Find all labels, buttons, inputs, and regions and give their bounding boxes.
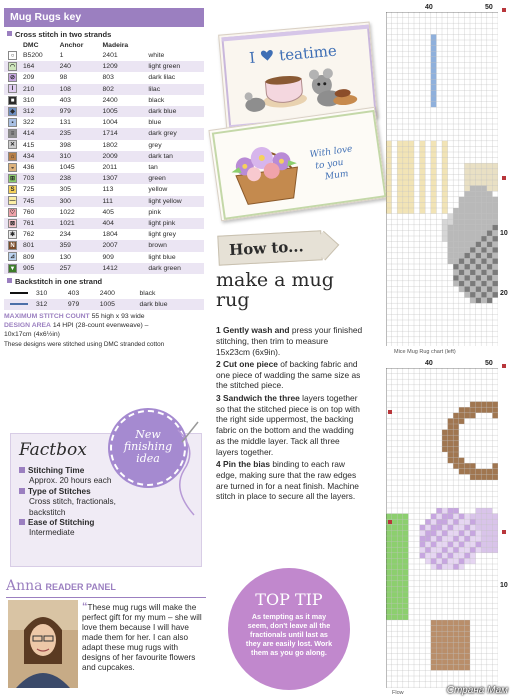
key-row (4, 173, 204, 184)
key-cell-madeira: 2007 (101, 240, 147, 251)
key-cell-dmc: 703 (21, 173, 58, 184)
watermark: Страна Мам (446, 685, 508, 696)
key-cell-anchor: 1 (59, 52, 64, 59)
key-cell-name: green (146, 173, 204, 184)
key-cell-dmc: 801 (21, 240, 58, 251)
reader-quote-text: These mug rugs will make the perfect gift for my mum – she will love them because I will have made them for her. I can also adapt these mug rugs with designs of her favourite flowers and cupcakes. (82, 603, 202, 672)
key-cell-madeira: 111 (101, 196, 147, 207)
key-cell-anchor: 1045 (59, 164, 75, 172)
key-panel (4, 8, 204, 348)
key-title: Mug Rugs key (4, 8, 204, 27)
key-cell-name: yellow (148, 186, 168, 194)
key-col-anchor: Anchor (59, 42, 84, 49)
key-cell-name: white (148, 52, 165, 59)
key-cell-anchor: 305 (59, 186, 71, 194)
thread-symbol-icon: ♡ (9, 209, 16, 216)
thread-symbol-icon: ◆ (8, 107, 17, 116)
key-table (4, 41, 204, 274)
designs-note: These designs were stitched using DMC stranded cotton (4, 341, 165, 349)
howto-steps (216, 325, 364, 504)
chart-center-marker (502, 530, 506, 534)
key-row (4, 252, 204, 263)
key-cell-name: light green (146, 61, 204, 72)
chart-center-marker (502, 176, 506, 180)
fact-value: Intermediate (29, 528, 75, 538)
key-row (4, 140, 204, 151)
pattern-grid-mice (386, 12, 498, 346)
fact-value: Cross stitch, fractionals, backstitch (29, 497, 116, 517)
key-row (4, 184, 204, 195)
key-cell-dmc: 809 (23, 253, 35, 261)
howto-step (216, 325, 364, 357)
thread-symbol-icon: ✱ (9, 231, 16, 238)
key-symbol (4, 218, 21, 229)
key-cell-anchor: 238 (58, 173, 101, 184)
key-symbol (4, 50, 21, 61)
key-row (4, 106, 204, 117)
thread-symbol-icon: ✕ (9, 142, 16, 149)
chart1-top-label: 50 (485, 4, 493, 11)
key-cell-dmc: 725 (23, 186, 35, 194)
chart-center-marker (502, 8, 506, 12)
key-cell-dmc: 312 (21, 106, 58, 117)
key-cell-madeira: 1412 (101, 263, 147, 274)
key-symbol (4, 162, 21, 173)
key-cell-name: blue (148, 119, 162, 127)
key-cell-name: dark green (146, 263, 204, 274)
backstitch-heading (7, 277, 204, 286)
thread-symbol-icon: ○ (8, 51, 17, 60)
step-body: of backing fabric and one piece of wadding the same size as the stitched piece. (216, 358, 361, 391)
howto-tag: How to... (217, 230, 322, 265)
key-cell-madeira: 802 (101, 84, 147, 95)
bullet-square-icon (7, 31, 12, 36)
thread-symbol-icon: ⊘ (9, 75, 16, 82)
key-symbol (4, 229, 21, 240)
key-row (4, 240, 204, 251)
key-cell-madeira: 405 (102, 208, 114, 216)
key-cell-name: light blue (148, 253, 176, 261)
chart1-side-label: 10 (500, 230, 508, 237)
thread-symbol-icon: ⌂ (8, 152, 17, 161)
key-cell-dmc: 434 (21, 151, 58, 162)
step-body: press your finished stitching, then trim to measure 15x23cm (6x9in). (216, 325, 363, 357)
max-count-label: MAXIMUM STITCH COUNT (4, 313, 90, 321)
key-row (4, 151, 204, 162)
key-cell-madeira: 2401 (102, 52, 118, 59)
backstitch-cell-anchor: 979 (66, 299, 98, 310)
step-heading: 4 Pin the bias (216, 459, 270, 470)
reader-tag: READER PANEL (45, 582, 116, 592)
key-cell-madeira: 1804 (102, 231, 118, 239)
key-symbol (4, 252, 21, 263)
key-cell-dmc: 415 (23, 141, 35, 149)
step-heading: 1 Gently wash and (216, 325, 290, 335)
backstitch-cell-name: black (139, 290, 156, 298)
key-symbol (4, 128, 21, 139)
key-cell-name: dark blue (146, 106, 204, 117)
pattern-chart-mice (386, 12, 498, 346)
chart-center-marker (388, 520, 392, 524)
max-count-value: 55 high x 93 wide (91, 313, 145, 321)
key-cell-madeira: 2400 (102, 96, 118, 104)
key-cell-anchor: 1022 (59, 208, 75, 216)
rug1-text-i: I (248, 48, 256, 68)
backstitch-row (4, 288, 204, 299)
chart1-top-label: 40 (425, 4, 433, 11)
backstitch-line (4, 299, 34, 310)
key-cell-anchor: 98 (59, 74, 68, 82)
key-symbol (4, 207, 21, 218)
backstitch-row (4, 299, 204, 310)
key-symbol (4, 72, 21, 83)
key-cell-madeira: 1004 (102, 119, 118, 127)
key-cell-anchor: 235 (58, 128, 101, 139)
thread-symbol-icon: ◠ (9, 63, 16, 70)
key-cell-anchor: 403 (59, 96, 71, 104)
key-cell-anchor: 257 (58, 263, 101, 274)
chart2-top-label: 40 (425, 360, 433, 367)
key-cell-anchor: 1021 (58, 218, 101, 229)
bullet-square-icon (19, 519, 25, 525)
top-tip-badge (228, 568, 350, 690)
key-row (4, 50, 204, 61)
backstitch-table-body (4, 288, 204, 310)
key-cell-anchor: 310 (58, 151, 101, 162)
chart2-top-label: 50 (485, 360, 493, 367)
fact-value: Approx. 20 hours each (29, 476, 112, 486)
key-row (4, 128, 204, 139)
key-row (4, 95, 204, 106)
key-cell-madeira: 2011 (102, 164, 118, 172)
reader-photo (8, 600, 78, 688)
key-cell-dmc: 310 (23, 96, 35, 104)
key-row (4, 162, 204, 173)
key-cell-anchor: 131 (59, 119, 71, 127)
key-cell-anchor: 979 (58, 106, 101, 117)
key-row (4, 72, 204, 83)
key-symbol (4, 173, 21, 184)
thread-symbol-icon: ▪ (8, 118, 17, 127)
backstitch-cell-dmc: 310 (36, 290, 48, 298)
key-table-body (4, 50, 204, 274)
pattern-chart-flowers (386, 368, 498, 688)
key-symbol (4, 106, 21, 117)
step-body: binding to each raw edge, making sure that the raw edges are turned in for a neat finish. Machine stitch in place to secure all the layers. (216, 459, 359, 502)
key-cell-madeira: 909 (102, 253, 114, 261)
backstitch-cell-madeira: 2400 (99, 290, 115, 298)
pattern-grid-flowers (386, 368, 498, 688)
thread-symbol-icon: ≡ (8, 129, 17, 138)
key-row (4, 61, 204, 72)
fact-heading (19, 487, 149, 497)
key-symbol (4, 117, 21, 128)
backstitch-cell-name: dark blue (138, 299, 204, 310)
key-col-dmc: DMC (23, 42, 39, 49)
fact-heading (19, 518, 149, 528)
reader-panel-header (6, 577, 206, 598)
thread-symbol-icon: ⊞ (9, 175, 16, 182)
key-cell-name: light grey (148, 231, 176, 239)
key-cell-name: pink (148, 208, 161, 216)
key-subheading-text: Cross stitch in two strands (15, 30, 112, 39)
key-cell-dmc: 436 (23, 164, 35, 172)
key-row (4, 218, 204, 229)
key-cell-madeira: 1209 (101, 61, 147, 72)
key-cell-anchor: 300 (58, 196, 101, 207)
key-cell-dmc: 905 (21, 263, 58, 274)
key-cell-anchor: 130 (59, 253, 71, 261)
key-cell-anchor: 240 (58, 61, 101, 72)
design-area-value: 14 HPI (28-count evenweave) – (52, 322, 149, 330)
key-symbol (4, 196, 21, 207)
chart-center-marker (502, 364, 506, 368)
chart1-caption: Mice Mug Rug chart (left) (394, 349, 456, 355)
thread-symbol-icon: ⊿ (9, 254, 16, 261)
backstitch-cell-madeira: 1005 (98, 299, 138, 310)
key-symbol (4, 95, 21, 106)
key-symbol (4, 184, 21, 195)
backstitch-heading-text: Backstitch in one strand (15, 277, 103, 287)
key-subheading (7, 30, 204, 39)
key-symbol (4, 84, 21, 95)
thread-symbol-icon: I (8, 84, 17, 93)
key-cell-madeira: 1802 (102, 141, 118, 149)
key-cell-madeira: 404 (101, 218, 147, 229)
key-cell-anchor: 108 (58, 84, 101, 95)
heart-icon (261, 50, 274, 61)
thread-symbol-icon: S (8, 185, 17, 194)
key-cell-madeira: 2009 (101, 151, 147, 162)
chart-center-marker (388, 410, 392, 414)
key-cell-dmc: 164 (21, 61, 58, 72)
key-cell-dmc: 210 (21, 84, 58, 95)
key-row (4, 207, 204, 218)
design-area-label: DESIGN AREA (4, 322, 51, 330)
key-row (4, 229, 204, 240)
needle-thread-icon (176, 420, 206, 520)
key-cell-dmc: 760 (23, 208, 35, 216)
key-symbol (4, 151, 21, 162)
key-cell-madeira: 1714 (101, 128, 147, 139)
thread-symbol-icon: — (9, 198, 16, 205)
line-swatch-icon (10, 303, 28, 305)
step-heading: 3 Sandwich the three (216, 392, 300, 403)
howto-step (216, 359, 364, 391)
key-cell-anchor: 234 (59, 231, 71, 239)
key-symbol (4, 240, 21, 251)
thread-symbol-icon: ◒ (8, 163, 17, 172)
key-symbol (4, 263, 21, 274)
key-col-symbol (4, 41, 21, 50)
factbox-title: Factbox (19, 440, 87, 460)
top-tip-text: As tempting as it may seem, don't leave all the fractionals until last as they are easily lost. Work them as you go along. (245, 612, 333, 657)
key-cell-dmc: 762 (23, 231, 35, 239)
key-row (4, 117, 204, 128)
backstitch-line (4, 288, 34, 299)
bullet-square-icon (7, 278, 12, 283)
reader-portrait (8, 600, 78, 688)
chart2-side-label: 10 (500, 582, 508, 589)
step-heading: 2 Cut one piece (216, 358, 278, 369)
key-cell-name: dark grey (146, 128, 204, 139)
key-cell-dmc: 761 (21, 218, 58, 229)
key-cell-madeira: 1307 (101, 173, 147, 184)
key-cell-name: lilac (146, 84, 204, 95)
howto-step (216, 459, 364, 502)
step-body: layers together so that the stitched piece is on top with the right side uppermost, the backing fabric on the bottom and the wadding as the middle layer. Tack all three layers together. (216, 392, 360, 457)
key-cell-madeira: 113 (102, 186, 114, 194)
new-idea-badge: New finishing idea (110, 410, 186, 486)
howto-step (216, 393, 364, 458)
top-tip-title: TOP TIP (255, 590, 323, 609)
key-col-madeira: Madeira (102, 42, 129, 49)
key-symbol (4, 140, 21, 151)
key-table-header (4, 41, 204, 50)
key-cell-dmc: 745 (21, 196, 58, 207)
key-cell-name: grey (148, 141, 162, 149)
bullet-square-icon (19, 467, 25, 473)
key-cell-dmc: 322 (23, 119, 35, 127)
key-row (4, 263, 204, 274)
key-symbol (4, 61, 21, 72)
key-cell-name: black (148, 96, 165, 104)
reader-quote (82, 602, 206, 673)
key-row (4, 84, 204, 95)
fact-heading-text: Ease of Stitching (28, 518, 95, 528)
thread-symbol-icon: ■ (8, 96, 17, 105)
howto-title: make a mug rug (216, 269, 334, 311)
key-col-name (146, 41, 204, 50)
key-cell-anchor: 398 (59, 141, 71, 149)
quote-mark-icon: “ (82, 601, 88, 613)
key-row (4, 196, 204, 207)
key-cell-dmc: 414 (21, 128, 58, 139)
key-cell-dmc: B5200 (23, 52, 43, 59)
backstitch-table (4, 288, 204, 310)
thread-symbol-icon: ⊠ (9, 220, 16, 227)
key-cell-madeira: 1005 (101, 106, 147, 117)
key-cell-anchor: 359 (58, 240, 101, 251)
key-cell-name: light pink (146, 218, 204, 229)
key-cell-name: tan (148, 164, 158, 172)
bullet-square-icon (19, 488, 25, 494)
line-swatch-icon (10, 292, 28, 294)
chart1-side-label: 20 (500, 290, 508, 297)
key-cell-dmc: 209 (23, 74, 35, 82)
stitch-count (4, 312, 204, 339)
key-cell-madeira: 803 (102, 74, 114, 82)
fact-heading-text: Stitching Time (28, 466, 85, 475)
key-cell-name: light yellow (146, 196, 204, 207)
key-cell-name: brown (146, 240, 204, 251)
design-area-value2: 10x17cm (4x6½in) (4, 331, 60, 339)
key-cell-name: dark lilac (148, 74, 176, 82)
rug1-text-teatime: teatime (278, 41, 338, 65)
reader-name: Anna (6, 578, 43, 594)
backstitch-cell-dmc: 312 (34, 299, 66, 310)
key-cell-name: dark tan (146, 151, 204, 162)
chart2-caption: Flow (392, 690, 404, 696)
thread-symbol-icon: N (8, 241, 17, 250)
rug2-text: With loveto youMum (309, 144, 354, 183)
fact-heading-text: Type of Stitches (28, 486, 91, 496)
thread-symbol-icon: ▼ (9, 265, 16, 272)
backstitch-cell-anchor: 403 (67, 290, 80, 298)
